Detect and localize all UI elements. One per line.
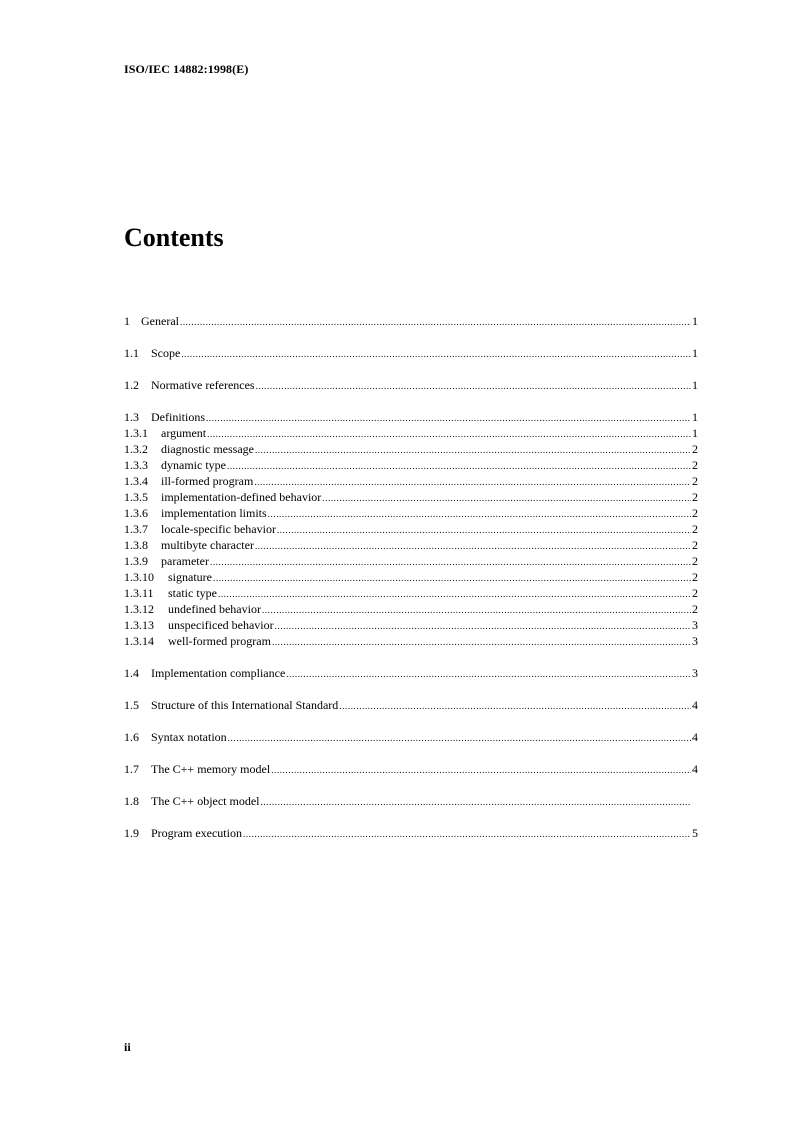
toc-entry[interactable]	[124, 585, 698, 601]
toc-entry-title: Definitions	[151, 410, 205, 424]
toc-entry-title: argument	[161, 426, 207, 440]
toc-dot-leader	[254, 474, 691, 489]
toc-entry-page: 2	[692, 522, 698, 536]
toc-dot-leader	[277, 522, 691, 537]
toc-dot-leader	[181, 346, 691, 361]
toc-entry-title: well-formed program	[168, 634, 271, 648]
toc-entry[interactable]	[124, 633, 698, 649]
toc-entry-page: 5	[692, 826, 698, 840]
toc-entry-page: 2	[692, 490, 698, 504]
toc-entry-number: 1.3	[124, 410, 139, 424]
toc-entry-title: undefined behavior	[168, 602, 261, 616]
toc-entry[interactable]	[124, 409, 698, 425]
toc-entry-number: 1.6	[124, 730, 139, 744]
toc-entry-number: 1.8	[124, 794, 139, 808]
toc-entry-page: 2	[692, 586, 698, 600]
toc-entry-number: 1.3.7	[124, 522, 148, 536]
toc-dot-leader	[218, 586, 691, 601]
toc-dot-leader	[286, 666, 691, 681]
toc-entry-number: 1.4	[124, 666, 139, 680]
toc-entry[interactable]	[124, 761, 698, 777]
toc-entry-number: 1.3.3	[124, 458, 148, 472]
toc-dot-leader	[262, 602, 691, 617]
toc-entry[interactable]	[124, 457, 698, 473]
toc-entry-title: Scope	[151, 346, 181, 360]
toc-entry-title: ill-formed program	[161, 474, 254, 488]
toc-entry[interactable]	[124, 473, 698, 489]
toc-dot-leader	[275, 618, 691, 633]
toc-entry-page: 1	[692, 378, 698, 392]
toc-entry-page: 3	[692, 666, 698, 680]
toc-entry[interactable]	[124, 441, 698, 457]
toc-entry-page: 2	[692, 442, 698, 456]
toc-entry[interactable]	[124, 505, 698, 521]
toc-dot-leader	[268, 506, 691, 521]
toc-entry-number: 1.5	[124, 698, 139, 712]
toc-dot-leader	[207, 426, 691, 441]
toc-dot-leader	[272, 634, 691, 649]
toc-entry[interactable]	[124, 345, 698, 361]
toc-entry-number: 1.3.10	[124, 570, 154, 584]
toc-dot-leader	[271, 762, 691, 777]
running-header: ISO/IEC 14882:1998(E)	[124, 62, 249, 76]
toc-dot-leader	[261, 794, 691, 809]
toc-entry-number: 1.3.14	[124, 634, 154, 648]
toc-entry[interactable]	[124, 569, 698, 585]
toc-entry-title: static type	[168, 586, 217, 600]
toc-entry-number: 1.3.13	[124, 618, 154, 632]
toc-entry[interactable]	[124, 313, 698, 329]
toc-entry-title: Normative references	[151, 378, 255, 392]
toc-entry-title: Implementation compliance	[151, 666, 286, 680]
toc-entry-title: The C++ object model	[151, 794, 260, 808]
toc-entry-title: The C++ memory model	[151, 762, 271, 776]
toc-dot-leader	[256, 378, 691, 393]
toc-entry-number: 1.2	[124, 378, 139, 392]
toc-entry-page: 3	[692, 618, 698, 632]
toc-dot-leader	[210, 554, 691, 569]
toc-dot-leader	[213, 570, 691, 585]
toc-entry[interactable]	[124, 665, 698, 681]
toc-dot-leader	[227, 458, 691, 473]
toc-entry[interactable]	[124, 697, 698, 713]
toc-entry-number: 1.3.5	[124, 490, 148, 504]
toc-entry-number: 1.3.4	[124, 474, 148, 488]
toc-entry-number: 1.3.9	[124, 554, 148, 568]
toc-dot-leader	[322, 490, 691, 505]
toc-entry[interactable]	[124, 553, 698, 569]
toc-entry-number: 1.3.1	[124, 426, 148, 440]
toc-entry[interactable]	[124, 377, 698, 393]
toc-entry-page: 1	[692, 314, 698, 328]
toc-entry-number: 1.9	[124, 826, 139, 840]
toc-entry[interactable]	[124, 489, 698, 505]
toc-entry-page: 3	[692, 634, 698, 648]
page-title: Contents	[124, 223, 224, 252]
toc-entry-title: unspecificed behavior	[168, 618, 274, 632]
table-of-contents	[124, 313, 698, 841]
toc-entry-title: diagnostic message	[161, 442, 254, 456]
toc-dot-leader	[228, 730, 691, 745]
toc-entry-page: 4	[692, 762, 698, 776]
toc-entry-page: 4	[692, 698, 698, 712]
toc-entry-number: 1.3.2	[124, 442, 148, 456]
toc-dot-leader	[255, 442, 691, 457]
toc-entry-title: implementation-defined behavior	[161, 490, 322, 504]
toc-entry-page: 2	[692, 554, 698, 568]
toc-entry-number: 1.7	[124, 762, 139, 776]
toc-entry-title: implementation limits	[161, 506, 267, 520]
toc-entry-title: Program execution	[151, 826, 242, 840]
toc-entry-page: 2	[692, 474, 698, 488]
toc-entry[interactable]	[124, 825, 698, 841]
toc-entry-page: 1	[692, 426, 698, 440]
toc-entry-title: General	[141, 314, 179, 328]
page-number: ii	[124, 1040, 131, 1054]
toc-entry-page: 1	[692, 346, 698, 360]
toc-entry-page: 2	[692, 506, 698, 520]
toc-entry-number: 1.3.8	[124, 538, 148, 552]
toc-entry-number: 1.1	[124, 346, 139, 360]
toc-entry[interactable]	[124, 601, 698, 617]
toc-entry-title: Syntax notation	[151, 730, 227, 744]
toc-entry[interactable]	[124, 425, 698, 441]
toc-entry-page: 2	[692, 538, 698, 552]
toc-entry-number: 1.3.12	[124, 602, 154, 616]
toc-entry-title: signature	[168, 570, 212, 584]
toc-entry-title: multibyte character	[161, 538, 254, 552]
toc-dot-leader	[339, 698, 691, 713]
toc-entry[interactable]	[124, 617, 698, 633]
toc-entry[interactable]	[124, 537, 698, 553]
toc-entry-page: 4	[692, 730, 698, 744]
toc-dot-leader	[206, 410, 691, 425]
toc-entry-number: 1.3.6	[124, 506, 148, 520]
toc-dot-leader	[180, 314, 691, 329]
toc-entry-page: 2	[692, 570, 698, 584]
toc-entry-title: Structure of this International Standard	[151, 698, 339, 712]
toc-entry[interactable]	[124, 521, 698, 537]
toc-entry-page: 2	[692, 602, 698, 616]
toc-entry[interactable]	[124, 793, 698, 809]
toc-dot-leader	[243, 826, 691, 841]
toc-entry-title: parameter	[161, 554, 209, 568]
toc-entry-title: locale-specific behavior	[161, 522, 276, 536]
toc-entry-number: 1	[124, 314, 130, 328]
toc-entry-title: dynamic type	[161, 458, 226, 472]
toc-entry-page: 1	[692, 410, 698, 424]
toc-dot-leader	[255, 538, 691, 553]
toc-entry-number: 1.3.11	[124, 586, 154, 600]
toc-entry[interactable]	[124, 729, 698, 745]
toc-entry-page: 2	[692, 458, 698, 472]
